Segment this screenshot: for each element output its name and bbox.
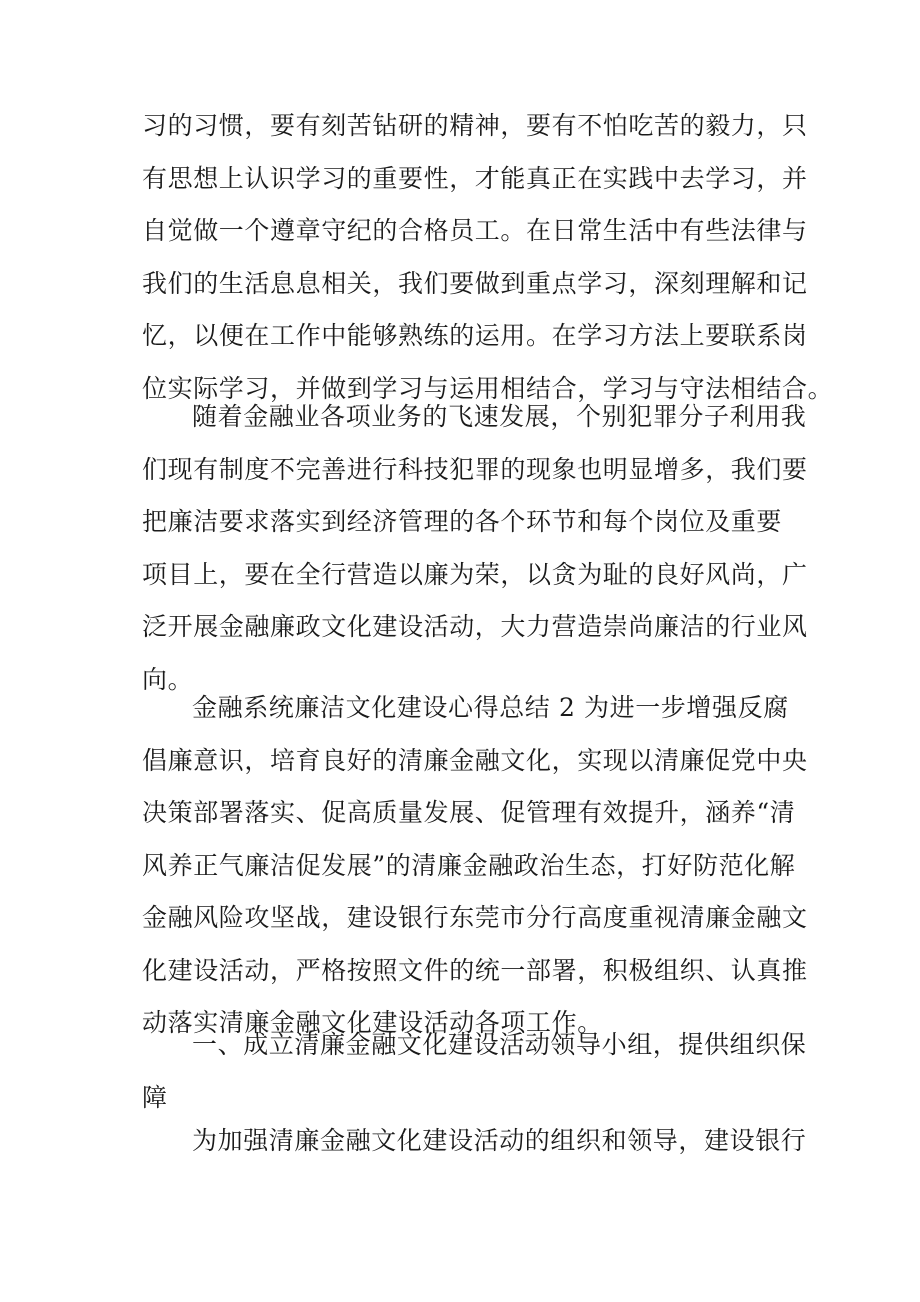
paragraph-line: 决策部署落实、促高质量发展、促管理有效提升，涵养“清	[142, 798, 796, 827]
paragraph-line: 一、成立清廉金融文化建设活动领导小组，提供组织保	[192, 1030, 807, 1059]
paragraph-line: 自觉做一个遵章守纪的合格员工。在日常生活中有些法律与	[142, 216, 808, 245]
paragraph-line: 化建设活动，严格按照文件的统一部署，积极组织、认真推	[142, 955, 808, 985]
paragraph-line: 动落实清廉金融文化建设活动各项工作。	[142, 1008, 603, 1037]
section-heading-1	[142, 1019, 807, 1124]
paragraph-line: 项目上，要在全行营造以廉为荣，以贪为耻的良好风尚，广	[142, 559, 808, 589]
paragraph-line: 泛开展金融廉政文化建设活动，大力营造崇尚廉洁的行业风	[142, 612, 808, 641]
paragraph-line: 向。	[142, 664, 194, 694]
paragraph-line: 们现有制度不完善进行科技犯罪的现象也明显增多，我们要	[142, 454, 808, 484]
paragraph-1	[142, 100, 834, 415]
paragraph-line: 位实际学习，并做到学习与运用相结合，学习与守法相结合。	[142, 373, 834, 403]
paragraph-2	[142, 391, 808, 706]
paragraph-line: 忆，以便在工作中能够熟练的运用。在学习方法上要联系岗	[142, 321, 808, 350]
paragraph-line: 为加强清廉金融文化建设活动的组织和领导，建设银行	[192, 1126, 807, 1155]
paragraph-line: 我们的生活息息相关，我们要做到重点学习，深刻理解和记	[142, 268, 808, 298]
paragraph-line: 有思想上认识学习的重要性，才能真正在实践中去学习，并	[142, 163, 808, 193]
paragraph-5	[142, 1115, 807, 1168]
paragraph-3	[142, 682, 808, 1050]
paragraph-line: 习的习惯，要有刻苦钻研的精神，要有不怕吃苦的毅力，只	[142, 111, 808, 140]
paragraph-line: 倡廉意识，培育良好的清廉金融文化，实现以清廉促党中央	[142, 745, 808, 775]
paragraph-line: 把廉洁要求落实到经济管理的各个环节和每个岗位及重要	[142, 507, 783, 536]
paragraph-line: 金融风险攻坚战，建设银行东莞市分行高度重视清廉金融文	[142, 903, 808, 932]
paragraph-line: 金融系统廉洁文化建设心得总结 2 为进一步增强反腐	[192, 693, 789, 722]
paragraph-line: 风养正气廉洁促发展”的清廉金融政治生态，打好防范化解	[142, 850, 796, 880]
paragraph-line: 障	[142, 1082, 168, 1112]
paragraph-line: 随着金融业各项业务的飞速发展，个别犯罪分子利用我	[192, 402, 807, 431]
